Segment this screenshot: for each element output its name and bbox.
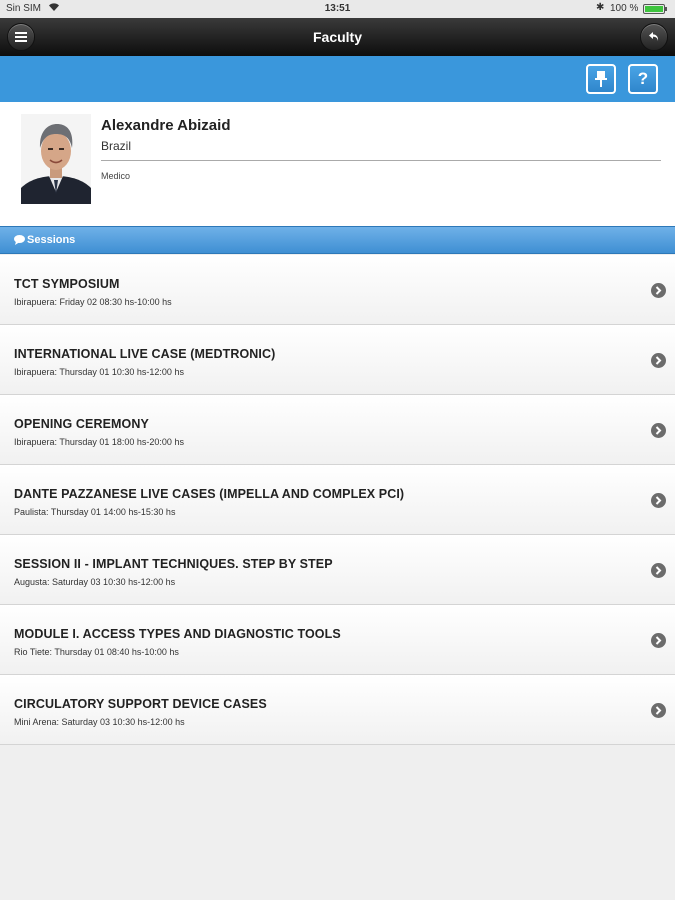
- faculty-country: Brazil: [101, 139, 132, 153]
- status-bar: [0, 0, 675, 18]
- session-item[interactable]: [0, 395, 675, 465]
- session-detail: Mini Arena: Saturday 03 10:30 hs-12:00 hs: [14, 717, 185, 727]
- help-icon: ?: [637, 69, 649, 88]
- back-arrow-icon: [648, 31, 660, 43]
- session-detail: Ibirapuera: Thursday 01 10:30 hs-12:00 hs: [14, 367, 184, 377]
- session-title: MODULE I. ACCESS TYPES AND DIAGNOSTIC TOOLS: [14, 627, 341, 641]
- chevron-right-icon: [651, 423, 666, 438]
- session-list: [0, 255, 675, 745]
- session-item[interactable]: [0, 465, 675, 535]
- chevron-right-icon: [651, 633, 666, 648]
- status-time: 13:51: [324, 3, 351, 14]
- session-item[interactable]: [0, 255, 675, 325]
- battery-icon: [643, 4, 665, 14]
- session-title: DANTE PAZZANESE LIVE CASES (IMPELLA AND COMPLEX PCI): [14, 487, 405, 501]
- session-title: TCT SYMPOSIUM: [14, 277, 120, 291]
- session-item[interactable]: [0, 605, 675, 675]
- bluetooth-icon: ✱: [596, 2, 605, 13]
- sessions-header-label: Sessions: [27, 234, 76, 246]
- sessions-section-header: [0, 226, 675, 254]
- session-title: OPENING CEREMONY: [14, 417, 149, 431]
- faculty-photo: [21, 114, 91, 204]
- faculty-profile: [0, 102, 675, 226]
- profile-divider: [101, 160, 661, 161]
- chevron-right-icon: [651, 283, 666, 298]
- session-detail: Rio Tiete: Thursday 01 08:40 hs-10:00 hs: [14, 647, 179, 657]
- speech-bubble-icon: [14, 235, 25, 245]
- session-title: INTERNATIONAL LIVE CASE (MEDTRONIC): [14, 347, 276, 361]
- session-detail: Augusta: Saturday 03 10:30 hs-12:00 hs: [14, 577, 176, 587]
- chevron-right-icon: [651, 493, 666, 508]
- session-title: SESSION II - IMPLANT TECHNIQUES. STEP BY STEP: [14, 557, 333, 571]
- battery-percent: 100 %: [610, 3, 639, 14]
- page-title: Faculty: [312, 29, 362, 45]
- carrier-label: Sin SIM: [6, 3, 42, 14]
- pin-button[interactable]: [586, 64, 616, 94]
- session-item[interactable]: [0, 535, 675, 605]
- pin-icon: [593, 70, 609, 88]
- chevron-right-icon: [651, 353, 666, 368]
- back-button[interactable]: [640, 23, 668, 51]
- faculty-role: Medico: [101, 171, 131, 181]
- session-detail: Ibirapuera: Thursday 01 18:00 hs-20:00 hs: [14, 437, 184, 447]
- session-detail: Paulista: Thursday 01 14:00 hs-15:30 hs: [14, 507, 176, 517]
- title-bar: [0, 18, 675, 56]
- help-button[interactable]: [628, 64, 658, 94]
- session-item[interactable]: [0, 325, 675, 395]
- chevron-right-icon: [651, 703, 666, 718]
- action-toolbar: [0, 56, 675, 102]
- session-item[interactable]: [0, 675, 675, 745]
- faculty-name: Alexandre Abizaid: [101, 117, 231, 134]
- chevron-right-icon: [651, 563, 666, 578]
- session-title: CIRCULATORY SUPPORT DEVICE CASES: [14, 697, 267, 711]
- session-detail: Ibirapuera: Friday 02 08:30 hs-10:00 hs: [14, 297, 172, 307]
